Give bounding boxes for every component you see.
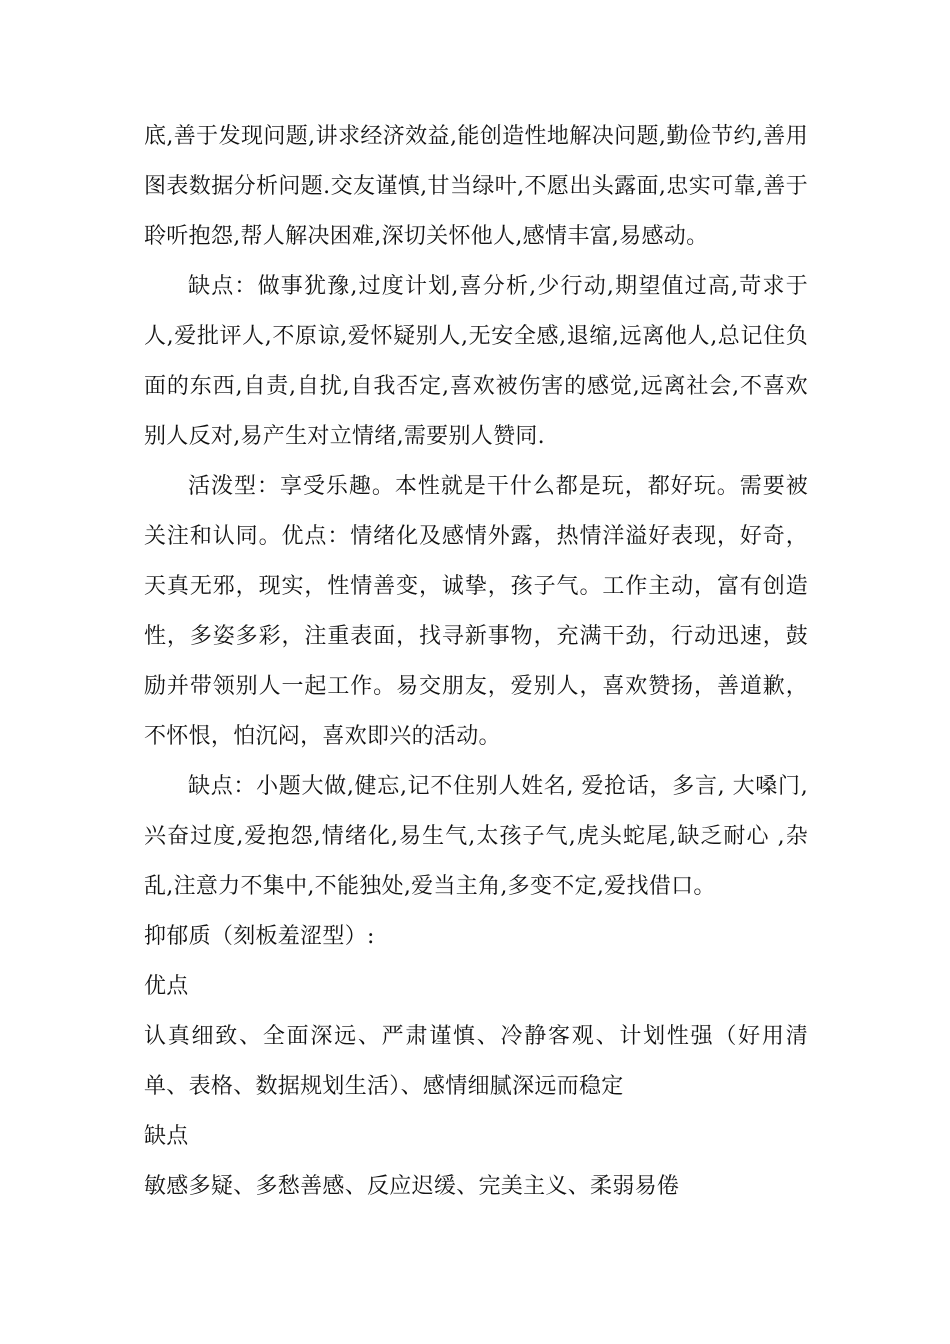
heading-weaknesses: 缺点 (144, 1124, 189, 1149)
paragraph-weaknesses-1: 缺点：做事犹豫,过度计划,喜分析,少行动,期望值过高,苛求于人,爱批评人,不原谅,爱怀疑别人,无安全感,退缩,远离他人,总记住负面的东西,自责,自扰,自我否定,喜欢被伤害的感觉,远离社会,不喜欢别人反对,易产生对立情绪,需要别人赞同. (144, 274, 808, 449)
paragraph-weaknesses-2: 缺点：小题大做,健忘,记不住别人姓名, 爱抢话，多言, 大嗓门,兴奋过度,爱抱怨,情绪化,易生气,太孩子气,虎头蛇尾,缺乏耐心 ,杂乱,注意力不集中,不能独处,爱当主角,多变不定,爱找借口。 (144, 774, 808, 899)
paragraph-weaknesses-list: 敏感多疑、多愁善感、反应迟缓、完美主义、柔弱易倦 (144, 1174, 680, 1199)
paragraph-lively-type: 活泼型：享受乐趣。本性就是干什么都是玩，都好玩。需要被关注和认同。优点：情绪化及感情外露，热情洋溢好表现，好奇，天真无邪，现实，性情善变，诚挚，孩子气。工作主动，富有创造性，多姿多彩，注重表面，找寻新事物，充满干劲，行动迅速，鼓励并带领别人一起工作。易交朋友，爱别人，喜欢赞扬，善道歉，不怀恨，怕沉闷，喜欢即兴的活动。 (144, 474, 808, 749)
paragraph-strengths-continued: 底,善于发现问题,讲求经济效益,能创造性地解决问题,勤俭节约,善用图表数据分析问题.交友谨慎,甘当绿叶,不愿出头露面,忠实可靠,善于聆听抱怨,帮人解决困难,深切关怀他人,感情丰富,易感动。 (144, 124, 808, 249)
paragraph-strengths-list: 认真细致、全面深远、严肃谨慎、冷静客观、计划性强（好用清单、表格、数据规划生活）、感情细腻深远而稳定 (144, 1024, 808, 1099)
heading-melancholic: 抑郁质（刻板羞涩型）: (144, 924, 375, 949)
heading-strengths: 优点 (144, 974, 189, 999)
document-body (144, 112, 808, 1212)
